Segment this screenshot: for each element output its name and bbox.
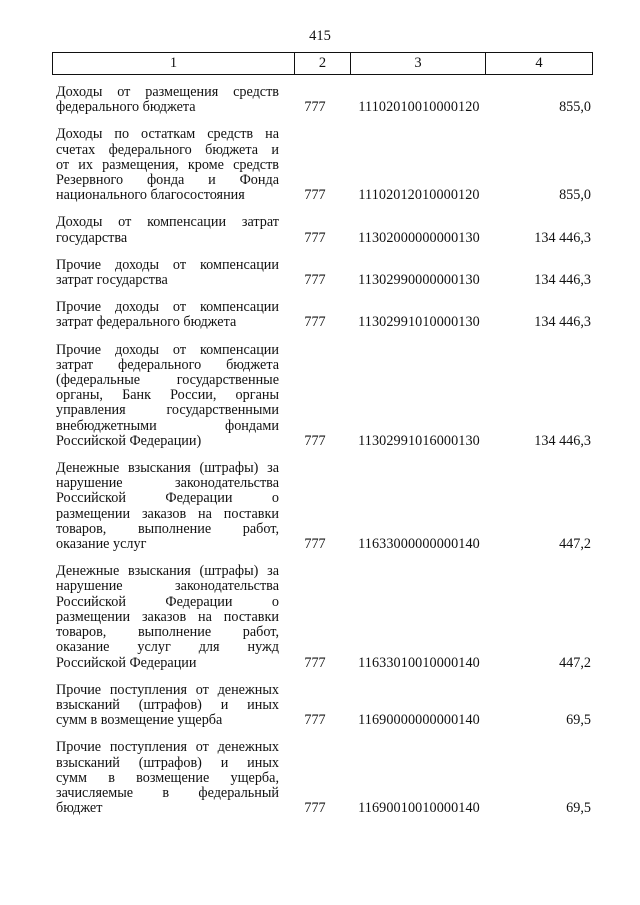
- row-description: [56, 215, 279, 245]
- table-row: [56, 343, 591, 449]
- table-row: [56, 740, 591, 816]
- row-amount: 447,2: [559, 654, 591, 671]
- row-admin-code: 777: [304, 272, 326, 289]
- description-line: национального благосостояния: [56, 187, 245, 204]
- budget-rows: [56, 85, 591, 828]
- row-admin-code: 777: [304, 536, 326, 553]
- description-line: управления государственными: [56, 402, 279, 419]
- row-classification-code: 11302990000000130: [358, 272, 480, 289]
- description-line: Российской Федерации о: [56, 490, 279, 507]
- description-line: Прочие доходы от компенсации: [56, 299, 279, 316]
- table-row: [56, 461, 591, 552]
- description-line: Резервного фонда и Фонда: [56, 172, 279, 189]
- row-amount: 134 446,3: [534, 229, 591, 246]
- column-header-table: [52, 52, 593, 75]
- description-line: органы, Банк России, органы: [56, 387, 279, 404]
- description-line: (федеральные государственные: [56, 372, 279, 389]
- row-admin-code: 777: [304, 654, 326, 671]
- description-line: нарушение законодательства: [56, 475, 279, 492]
- row-amount: 69,5: [566, 800, 591, 817]
- description-line: Доходы от размещения средств: [56, 84, 279, 100]
- description-line: сумм в возмещение ущерба,: [56, 769, 279, 786]
- column-header-row: [53, 53, 593, 75]
- description-line: оказание услуг для нужд: [56, 639, 279, 656]
- table-row: [56, 300, 591, 330]
- row-admin-code: 777: [304, 187, 326, 204]
- row-description: [56, 127, 279, 203]
- column-header-1: 1: [53, 53, 295, 75]
- row-description: [56, 461, 279, 552]
- page-number: 415: [309, 28, 331, 44]
- description-line: Доходы по остаткам средств на: [56, 126, 279, 143]
- row-description: [56, 564, 279, 670]
- row-classification-code: 11633010010000140: [358, 654, 480, 671]
- row-admin-code: 777: [304, 712, 326, 729]
- description-line: внебюджетными фондами: [56, 417, 279, 434]
- row-description: [56, 683, 279, 729]
- row-classification-code: 11633000000000140: [358, 536, 480, 553]
- row-admin-code: 777: [304, 99, 326, 116]
- row-admin-code: 777: [304, 800, 326, 817]
- row-amount: 855,0: [559, 99, 591, 116]
- description-line: зачисляемые в федеральный: [56, 784, 279, 801]
- description-line: товаров, выполнение работ,: [56, 520, 279, 537]
- table-row: [56, 564, 591, 670]
- description-line: Российской Федерации: [56, 654, 197, 671]
- description-line: оказание услуг: [56, 536, 147, 553]
- description-line: сумм в возмещение ущерба: [56, 712, 223, 729]
- row-amount: 69,5: [566, 712, 591, 729]
- row-amount: 855,0: [559, 187, 591, 204]
- row-classification-code: 11302000000000130: [358, 229, 480, 246]
- row-description: [56, 740, 279, 816]
- description-line: взысканий (штрафов) и иных: [56, 754, 279, 771]
- row-description: [56, 85, 279, 115]
- description-line: затрат федерального бюджета: [56, 314, 237, 331]
- description-line: Прочие поступления от денежных: [56, 739, 279, 756]
- row-description: [56, 300, 279, 330]
- table-row: [56, 683, 591, 729]
- description-line: затрат федерального бюджета: [56, 356, 279, 373]
- row-amount: 134 446,3: [534, 272, 591, 289]
- row-classification-code: 11690010010000140: [358, 800, 480, 817]
- row-admin-code: 777: [304, 432, 326, 449]
- description-line: Российской Федерации о: [56, 593, 279, 610]
- row-description: [56, 343, 279, 449]
- row-classification-code: 11102010010000120: [358, 99, 480, 116]
- row-amount: 134 446,3: [534, 314, 591, 331]
- column-header-2: 2: [295, 53, 351, 75]
- row-classification-code: 11102012010000120: [358, 187, 480, 204]
- row-classification-code: 11690000000000140: [358, 712, 480, 729]
- description-line: затрат государства: [56, 272, 168, 289]
- description-line: нарушение законодательства: [56, 578, 279, 595]
- description-line: Прочие доходы от компенсации: [56, 256, 279, 273]
- description-line: Российской Федерации): [56, 432, 202, 449]
- description-line: федерального бюджета: [56, 99, 196, 116]
- column-header-3: 3: [351, 53, 486, 75]
- row-amount: 134 446,3: [534, 432, 591, 449]
- table-row: [56, 85, 591, 115]
- description-line: взысканий (штрафов) и иных: [56, 696, 279, 713]
- table-row: [56, 215, 591, 245]
- table-row: [56, 258, 591, 288]
- row-description: [56, 258, 279, 288]
- row-admin-code: 777: [304, 314, 326, 331]
- description-line: размещении заказов на поставки: [56, 608, 279, 625]
- description-line: от их размещения, кроме средств: [56, 156, 279, 173]
- row-amount: 447,2: [559, 536, 591, 553]
- column-header-4: 4: [486, 53, 593, 75]
- description-line: Прочие поступления от денежных: [56, 681, 279, 698]
- description-line: государства: [56, 229, 128, 246]
- description-line: Денежные взыскания (штрафы) за: [56, 563, 279, 580]
- description-line: размещении заказов на поставки: [56, 505, 279, 522]
- description-line: Прочие доходы от компенсации: [56, 341, 279, 358]
- description-line: счетах федерального бюджета и: [56, 141, 279, 158]
- description-line: товаров, выполнение работ,: [56, 624, 279, 641]
- row-admin-code: 777: [304, 229, 326, 246]
- description-line: бюджет: [56, 800, 103, 817]
- row-classification-code: 11302991016000130: [358, 432, 480, 449]
- description-line: Денежные взыскания (штрафы) за: [56, 460, 279, 477]
- table-row: [56, 127, 591, 203]
- description-line: Доходы от компенсации затрат: [56, 214, 279, 231]
- row-classification-code: 11302991010000130: [358, 314, 480, 331]
